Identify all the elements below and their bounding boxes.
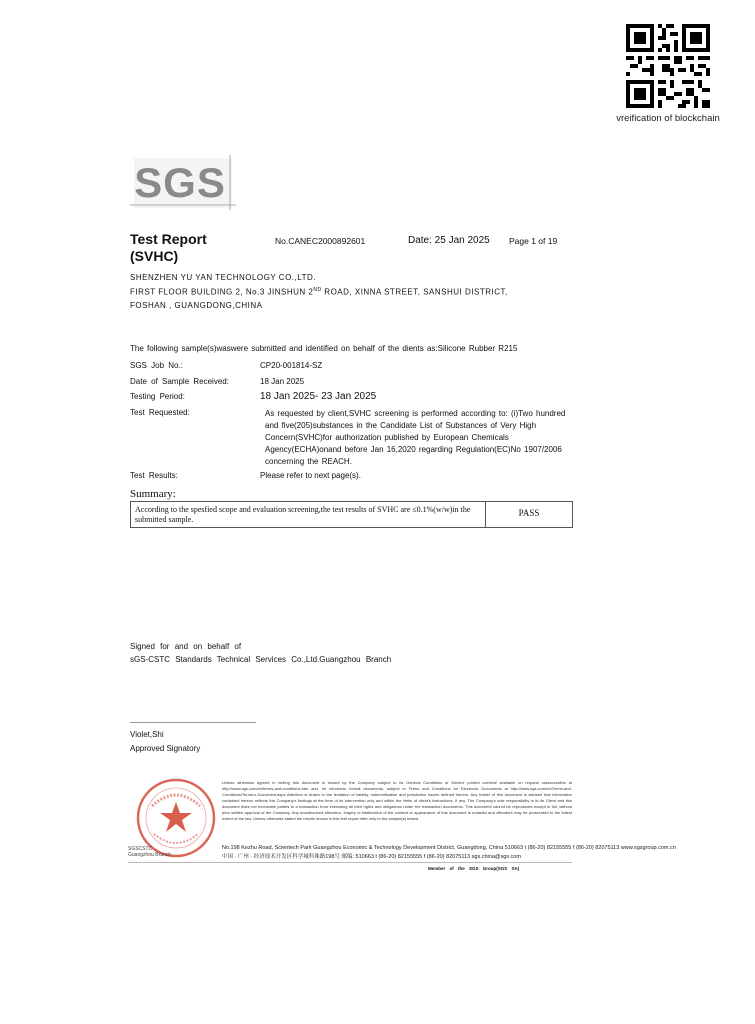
applicant-name: SHENZHEN YU YAN TECHNOLOGY CO.,LTD. [130, 273, 316, 282]
report-title [130, 231, 207, 265]
sgs-logo [130, 155, 236, 210]
test-requested-label: Test Requested: [130, 408, 190, 417]
footer-address-cn: 中国 · 广州 · 经济技术开发区科学城科珠路198号 邮编: 510663 t (86-20) 82155555 f (86-20) 82075113 sgs.china@sgs.com [222, 854, 521, 860]
testing-period-value: 18 Jan 2025- 23 Jan 2025 [260, 391, 377, 402]
footer-org-branch: Guangzhou Branch [128, 852, 172, 858]
footer-address-en: No.198 Kezhu Road, Scientech Park Guangzhou Economic & Technology Development District, Guangdong, China 510663 t (86-20) 82155555 f (86-20) 82075113 www.sgsgroup.com.cn [222, 845, 676, 851]
testing-period-label: Testing Period: [130, 392, 185, 401]
test-requested-value: As requested by client,SVHC screening is performed according to: (i)Two hundred and five(205)substances in the Candidate List of Substances of Very High Concern(SVHC)for authorization published by European Chemicals Agency(ECHA)onand before Jan 16,2020 regarding Regulation(EC)No 1907/2006 concerning the REACH. [265, 409, 566, 466]
test-results-value: Please refer to next page(s). [260, 471, 361, 480]
page-number: Page 1 of 19 [509, 236, 558, 246]
applicant-address: FIRST FLOOR BUILDING 2, No.3 JINSHUN 2ND ROAD, XINNA STREET, SANSHUI DISTRICT, [130, 287, 508, 297]
summary-heading: Summary: [130, 488, 176, 500]
summary-table [130, 501, 573, 528]
qr-caption: vreification of blockchain [616, 113, 720, 124]
footer-member-line: Member of the SGS Group(SGS SA) [428, 866, 520, 871]
summary-result: PASS [518, 508, 540, 518]
report-title-line1: Test Report [130, 231, 207, 247]
received-value: 18 Jan 2025 [260, 377, 305, 386]
footer-legal-text: Unless otherwise agreed in writing this document is issued by the Company subject to its General Conditions of Service printed overleaf available on request orasccessiblo at http://www.sgs.com/en/terms-and-conditions.htm and, for electronic format documents, subject to Terms and Conditions for Electronic Documents at http://www.sgs.com/en/Terms-and-Conditions/Terms-e-Document.aspx Attention is drawn to the limitation of liability, indemnification and jurisdiction issues defined therein. Any holder of this document is advised that information contained hereon reflects the Company's findings at the time of its intervention only and within the limits of client's instructions, if any. The Company's sole responsibility is to its Client and this document does not exonerate parties to a transaction from exercising all their rights and obligations under the transaction documents. This document cannot be reproduced except in full, without prior written approval of the Company. Any unauthorized alteration, forgery or falsification of the content or appearance of this document is unlawful and offenders may be prosecuted to the fullest extent of the law. Unless otherwise stated the results shown in this test report refer only to the sample(s) tested. [222, 780, 572, 821]
footer-org-code: SGSCSTC [128, 846, 153, 852]
signed-line2: sGS-CSTC Standards Technical Services Co.,Ltd.Guangzhou Branch [130, 655, 392, 664]
report-date: Date: 25 Jan 2025 [408, 235, 490, 246]
sample-intro: The following sample(s)waswere submitted and identified on behalf of the dients as:Silicone Rubber R215 [130, 344, 518, 353]
report-number: No.CANEC2000892601 [275, 236, 366, 246]
signatory-block [130, 728, 200, 756]
summary-text: According to the spesfied scope and evaluation screening,the test results of SVHC are ≤0.1%(w/w)in the submitted sample. [135, 505, 471, 524]
job-no-label: SGS Job No.: [130, 361, 183, 370]
signatory-title: Approved Signatory [130, 744, 201, 753]
received-label: Date of Sample Received: [130, 377, 229, 386]
applicant-block [130, 271, 508, 312]
applicant-city: FOSHAN , GUANGDONG,CHINA [130, 300, 263, 310]
blockchain-qr-code[interactable] [626, 24, 710, 108]
job-no-value: CP20-001814-SZ [260, 361, 323, 370]
signatory-name: Violet,Shi [130, 730, 164, 739]
summary-divider [485, 502, 486, 527]
test-results-label: Test Results: [130, 471, 178, 480]
report-title-line2: (SVHC) [130, 248, 179, 264]
signed-on-behalf [130, 640, 391, 666]
signature-line [130, 722, 256, 723]
footer-rule [128, 862, 572, 863]
signed-line1: Signed for and on behalf of [130, 642, 242, 651]
svg-text:SGS: SGS [134, 159, 226, 206]
